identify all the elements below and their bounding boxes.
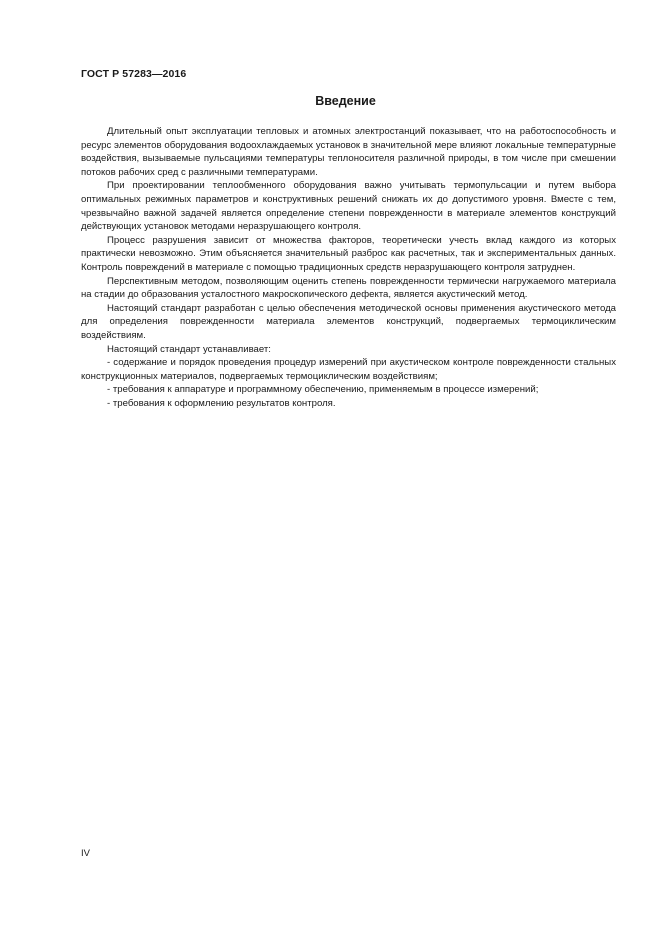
paragraph-standard-purpose: Настоящий стандарт разработан с целью обеспечения методической основы применения акустического метода для определения поврежденности материала элементов конструкций, подвергаемых термоциклическим воздействиям. [81, 302, 616, 341]
list-item-equipment-requirements: - требования к аппаратуре и программному обеспечению, применяемым в процессе измерений; [107, 384, 539, 396]
list-item-procedures: - содержание и порядок проведения процедур измерений при акустическом контроле поврежденности стальных конструкционных материалов, подвергаемых термоциклическим воздействиям; [81, 357, 616, 382]
list-item-results-requirements: - требования к оформлению результатов контроля. [107, 397, 336, 409]
paragraph-fracture-process: Процесс разрушения зависит от множества факторов, теоретически учесть вклад каждого из которых практически невозможно. Этим объясняется значительный разброс как расчетных, так и экспериментальных данных. Контроль повреждений в материале с помощью традиционных средств неразрушающего контроля затруднен. [81, 234, 616, 273]
page-number: IV [81, 848, 90, 859]
standard-code-header: ГОСТ Р 57283—2016 [81, 68, 187, 80]
section-title: Введение [315, 94, 376, 108]
paragraph-standard-establishes: Настоящий стандарт устанавливает: [107, 343, 271, 355]
paragraph-operating-experience: Длительный опыт эксплуатации тепловых и атомных электростанций показывает, что на работоспособность и ресурс элементов оборудования водоохлаждаемых установок в значительной мере влияют локальные температурные воздействия, вызываемые пульсациями температуры теплоносителя различной природы, в том числе при смешении потоков рабочих сред с различными температурами. [81, 126, 616, 178]
paragraph-acoustic-method: Перспективным методом, позволяющим оценить степень поврежденности термически нагружаемого материала на стадии до образования усталостного макроскопического дефекта, является акустический метод. [81, 275, 616, 301]
paragraph-design-considerations: При проектировании теплообменного оборудования важно учитывать термопульсации и путем выбора оптимальных режимных параметров и конструктивных решений снижать их до допустимого уровня. Вместе с тем, чрезвычайно важной задачей является определение степени поврежденности в материале элементов конструкций действующих установок методами неразрушающего контроля. [81, 180, 616, 233]
introduction-body [81, 125, 616, 410]
